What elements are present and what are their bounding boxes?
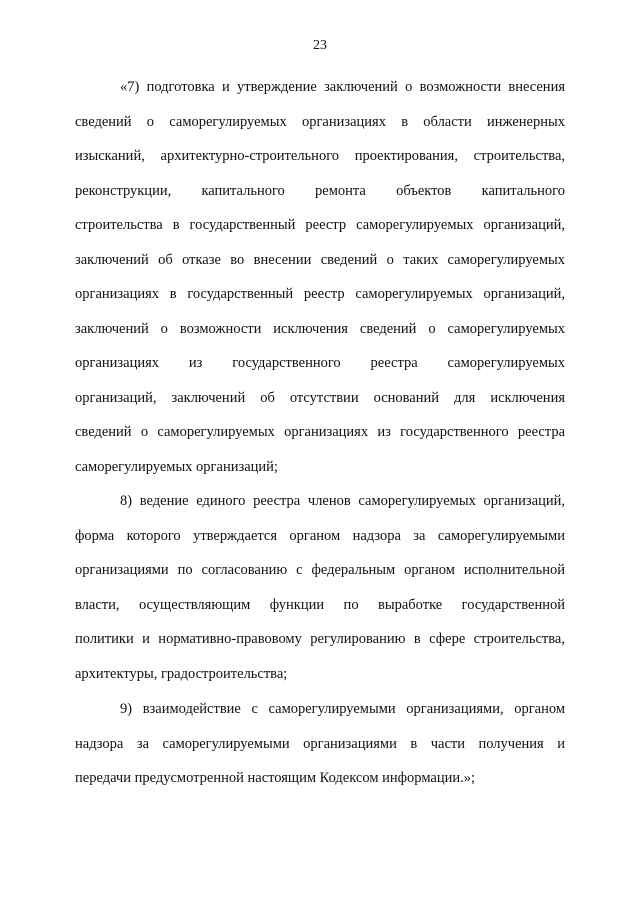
text-line: организациях в государственный реестр саморегулируемых организаций, xyxy=(75,286,565,302)
text-line: саморегулируемых организаций; xyxy=(75,458,278,475)
text-line: «7) подготовка и утверждение заключений о возможности внесения xyxy=(120,79,565,95)
text-line: форма которого утверждается органом надзора за саморегулируемыми xyxy=(75,527,565,544)
text-line: передачи предусмотренной настоящим Кодексом информации.»; xyxy=(75,770,476,786)
text-line: архитектуры, градостроительства; xyxy=(75,665,288,682)
text-line: организаций, заключений об отсутствии оснований для исключения xyxy=(75,389,565,406)
text-line: 9) взаимодействие с саморегулируемыми организациями, органом xyxy=(120,701,565,717)
text-line: власти, осуществляющим функции по выработке государственной xyxy=(75,596,565,613)
text-line: политики и нормативно-правовому регулированию в сфере строительства, xyxy=(75,631,565,647)
text-line: заключений о возможности исключения сведений о саморегулируемых xyxy=(75,320,565,337)
text-line: надзора за саморегулируемыми организациями в части получения и xyxy=(75,735,565,752)
text-line: изысканий, архитектурно-строительного проектирования, строительства, xyxy=(75,148,565,164)
paragraph-item-7 xyxy=(75,70,565,484)
text-line: сведений о саморегулируемых организациях из государственного реестра xyxy=(75,424,565,440)
text-line: сведений о саморегулируемых организациях в области инженерных xyxy=(75,113,565,130)
text-line: строительства в государственный реестр саморегулируемых организаций, xyxy=(75,217,565,233)
text-line: заключений об отказе во внесении сведений о таких саморегулируемых xyxy=(75,251,565,268)
text-line: организациями по согласованию с федеральным органом исполнительной xyxy=(75,562,565,578)
paragraph-item-9 xyxy=(75,692,565,796)
paragraph-item-8 xyxy=(75,484,565,691)
page-number: 23 xyxy=(313,38,327,53)
text-line: 8) ведение единого реестра членов саморегулируемых организаций, xyxy=(120,493,565,509)
text-line: организациях из государственного реестра саморегулируемых xyxy=(75,355,565,371)
text-line: реконструкции, капитального ремонта объектов капитального xyxy=(75,182,565,199)
